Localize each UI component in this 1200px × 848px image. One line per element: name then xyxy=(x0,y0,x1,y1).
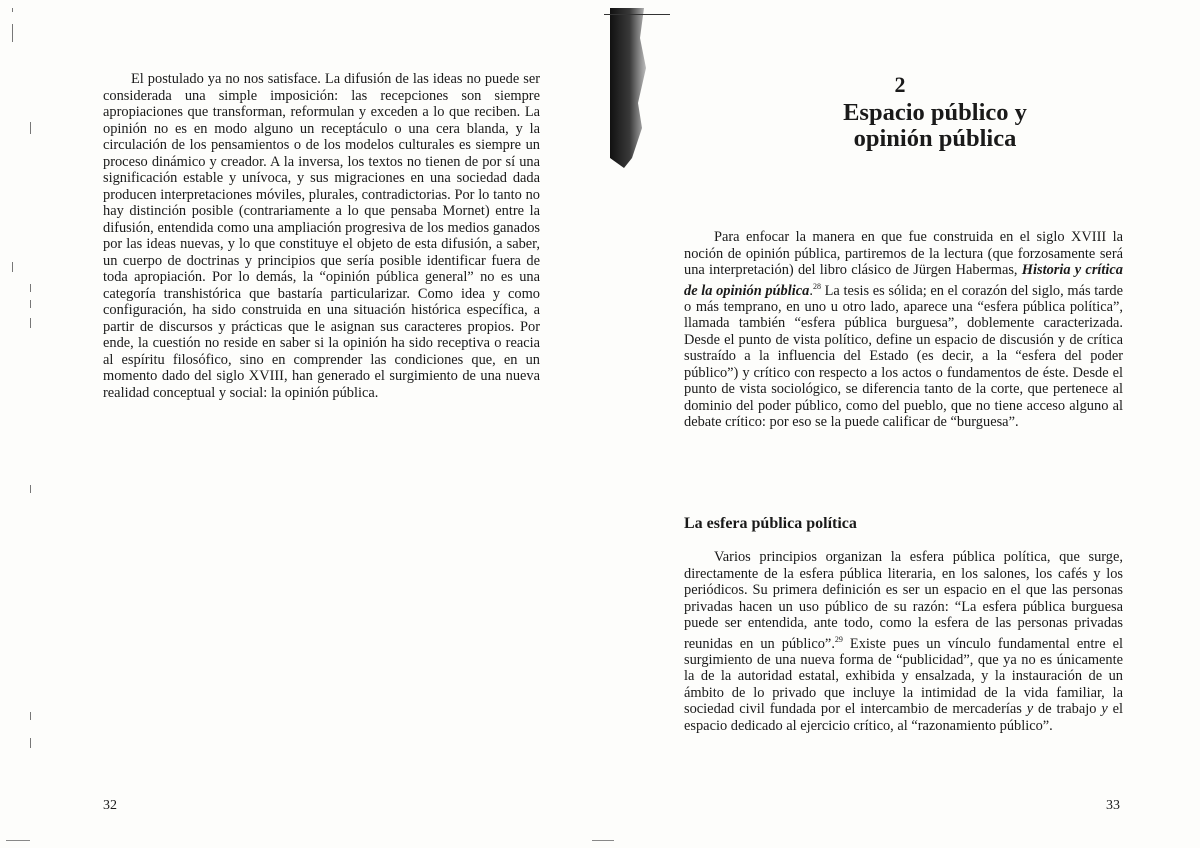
text-segment: La tesis es sólida; en el corazón del siglo, más tarde o más temprano, en uno u otro lado, aparece una “esfera pública política”, llamada también “esfera pública burguesa”, doblemente caracterizada. Desde el punto de vista político, define un espacio de discusión y de crítica sustraído a la influencia del Estado (es decir, a la “esfera del poder público”) y crítico con respecto a los actos o fundamentos de éste. Desde el punto de vista sociológico, se diferencia tanto de la corte, que pertenece al dominio del poder público, como del pueblo, que no tiene acceso alguno al debate crítico: por eso se la puede calificar de “burguesa”. xyxy=(684,282,1124,431)
book-title: Historia y crítica de la opinión pública xyxy=(684,262,1124,299)
italic-conjunction: y xyxy=(1026,701,1034,718)
text-segment: Para enfocar la manera en que fue construida en el siglo XVIII la noción de opinión pública, partiremos de la lectura (que forzosamente será una interpretación) del libro clásico de Jürgen Habermas, xyxy=(684,229,1123,278)
right-page xyxy=(600,0,1200,848)
text-segment: Existe pues un vínculo fundamental entre el surgimiento de una nueva forma de “publicidad”, que ya no es únicamente la de la autoridad estatal, exhibida y ensalzada, y la instauración de un ámbito de lo privado que incluye la intimidad de la vida familiar, la sociedad civil fundada por el intercambio de mercaderías xyxy=(684,635,1123,718)
section-heading: La esfera pública política xyxy=(684,515,857,532)
chapter-title-line-1: Espacio público y xyxy=(843,99,1027,126)
page-number: 32 xyxy=(103,798,117,813)
scan-mark xyxy=(30,122,31,134)
footnote-marker: 28 xyxy=(812,281,821,291)
page-number: 33 xyxy=(1106,798,1120,813)
scan-mark xyxy=(6,840,30,841)
scan-mark xyxy=(30,300,31,308)
scan-mark xyxy=(30,284,31,292)
scan-mark xyxy=(30,712,31,720)
footnote-marker: 29 xyxy=(834,634,843,644)
scan-mark xyxy=(30,738,31,748)
body-paragraph: El postulado ya no nos satisface. La difusión de las ideas no puede ser considerada una simple imposición: las recepciones son siempre apropiaciones que transforman, reformulan y exceden a lo que reciben. La opinión no es en modo alguno un receptáculo o una cera blanda, y la circulación de los pensamientos o de los modelos culturales es siempre un proceso dinámico y creador. A la inversa, los textos no tienen de por sí una significación estable y unívoca, y sus migraciones en una sociedad dada producen interpretaciones móviles, plurales, contradictorias. Por lo tanto no hay distinción posible (contrariamente a lo que pensaba Mornet) entre la difusión, entendida como una ampliación progresiva de los medios ganados por las ideas nuevas, y lo que constituye el objeto de esta difusión, a saber, un cuerpo de doctrinas y principios que sería posible identificar fuera de toda apropiación. Por lo demás, la “opinión pública general” no es una categoría transhistórica que bastaría particularizar. Como idea y como configuración, ha sido construida en una situación histórica específica, a partir de discursos y prácticas que le asignan sus caracteres propios. Por ende, la cuestión no reside en saber si la opinión ha sido receptiva o reacia al espíritu filosófico, sino en comprender las condiciones que, en un momento dado del siglo XVIII, han generado el surgimiento de una nueva realidad conceptual y social: la opinión pública. xyxy=(103,71,540,401)
scan-mark xyxy=(12,8,13,12)
scan-mark xyxy=(30,318,31,328)
text-segment: de trabajo xyxy=(1033,701,1102,718)
text-segment: el espacio dedicado al ejercicio crítico, al “razonamiento público”. xyxy=(684,701,1123,734)
chapter-title xyxy=(740,100,1130,152)
scan-mark xyxy=(12,24,13,42)
chapter-number: 2 xyxy=(894,72,906,97)
chapter-title-line-2: opinión pública xyxy=(853,125,1017,152)
text-segment: Varios principios organizan la esfera pública política, que surge, directamente de la esfera pública literaria, en los salones, los cafés y los periódicos. Su primera definición es ser un espacio en el que las personas privadas hacen un uso público de su razón: “La esfera pública burguesa puede ser entendida, ante todo, como la esfera de las personas privadas reunidas en un público”. xyxy=(684,549,1123,652)
scan-mark xyxy=(30,485,31,493)
italic-conjunction: y xyxy=(1101,701,1108,718)
scan-mark xyxy=(12,262,13,272)
body-paragraph-1: Para enfocar la manera en que fue construida en el siglo XVIII la noción de opinión pública, partiremos de la lectura (que forzosamente será una interpretación) del libro clásico de Jürgen Habermas, Historia y crítica de la opinión pública.$^{28}$ La tesis es sólida; en el corazón del siglo, más tarde o más temprano, en uno u otro lado, aparece una “esfera pública política”, llamada también “esfera pública burguesa”, doblemente caracterizada. Desde el punto de vista político, define un espacio de discusión y de crítica sustraído a la influencia del Estado (es decir, a la “esfera del poder público”) y crítico con respecto a los actos o fundamentos de éste. Desde el punto de vista sociológico, se diferencia tanto de la corte, que pertenece al dominio del poder público, como del pueblo, que no tiene acceso alguno al debate crítico: por eso se la puede calificar de “burguesa”. xyxy=(684,229,1124,431)
body-paragraph-2 xyxy=(684,549,1123,734)
